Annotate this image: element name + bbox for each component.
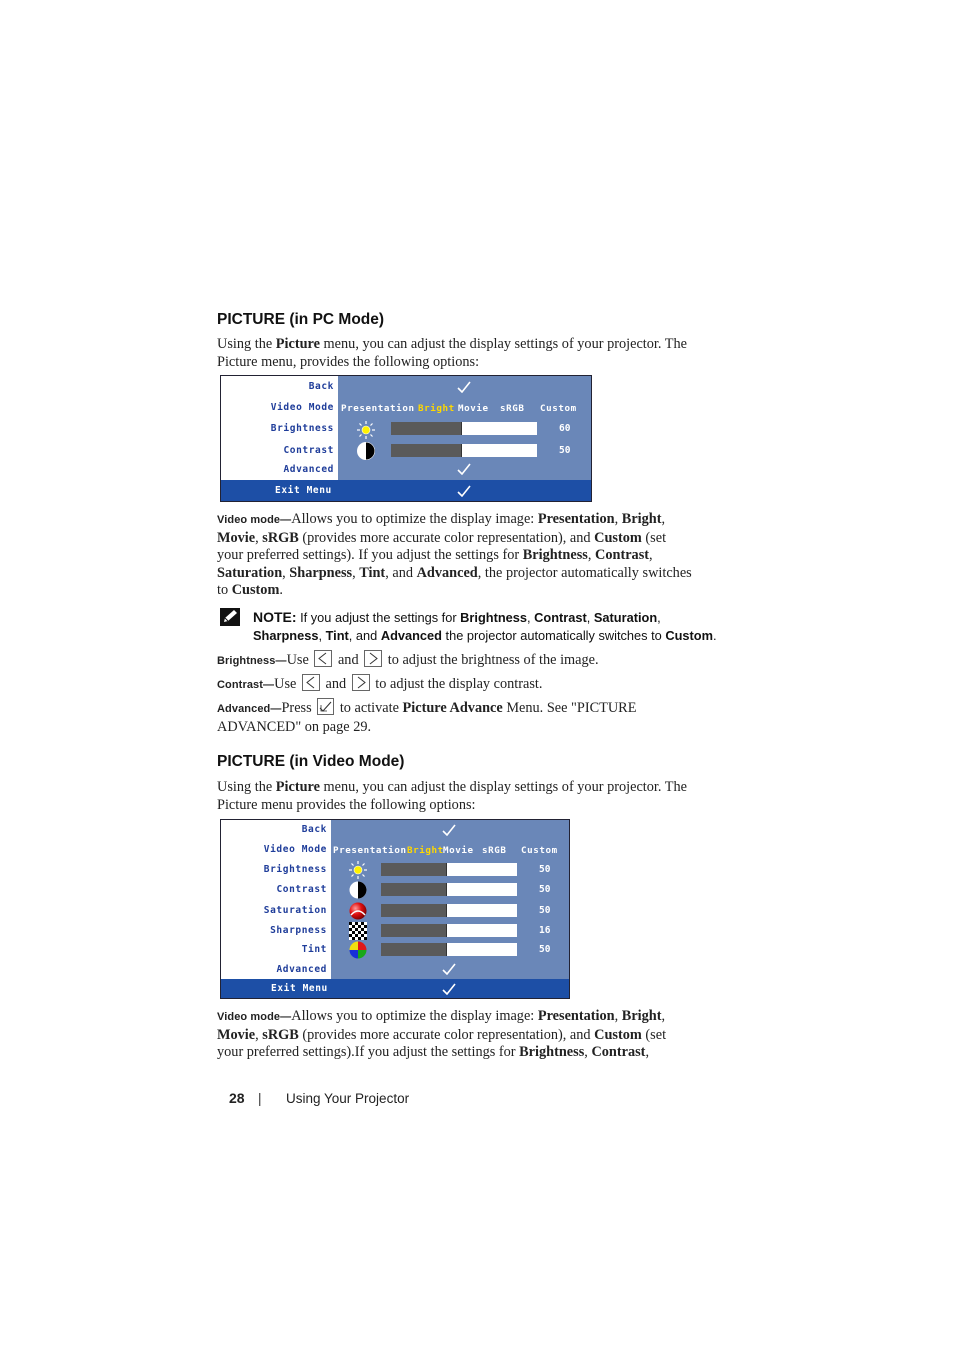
- osd-slider-contrast[interactable]: [391, 444, 537, 457]
- osd-option-bright[interactable]: Bright: [418, 403, 455, 414]
- osd-value-brightness: 60: [559, 423, 571, 434]
- osd-value-tint: 50: [539, 944, 551, 955]
- osd-label-exit-menu[interactable]: Exit Menu: [271, 983, 328, 994]
- osd-slider-contrast[interactable]: [381, 883, 517, 896]
- osd-value-contrast: 50: [559, 445, 571, 456]
- osd-slider-tint[interactable]: [381, 943, 517, 956]
- left-arrow-key-icon: [314, 650, 332, 667]
- right-arrow-key-icon: [352, 674, 370, 691]
- sharpness-checker-icon: [348, 921, 368, 941]
- tint-color-wheel-icon: [348, 940, 368, 960]
- sun-brightness-icon: [356, 420, 376, 440]
- osd-option-movie[interactable]: Movie: [443, 845, 474, 856]
- footer-separator: |: [258, 1091, 262, 1106]
- right-arrow-key-icon: [364, 650, 382, 667]
- osd-value-saturation: 50: [539, 905, 551, 916]
- osd-menu-video-mode: [220, 819, 570, 999]
- osd-option-custom[interactable]: Custom: [540, 403, 577, 414]
- osd-value-sharpness: 16: [539, 925, 551, 936]
- video-mode-paragraph-pc: Video mode—Allows you to optimize the display image: Presentation, Bright, Movie, sRGB (provides more accurate color representation), and Custom (set your preferred settings). If you adjust the settings for Brightness, Contrast, Saturation, Sharpness, Tint, and Advanced, the projector automatically switches to Custom.: [217, 511, 692, 599]
- check-icon: [457, 463, 471, 475]
- video-mode-paragraph-video: Video mode—Allows you to optimize the display image: Presentation, Bright, Movie, sRGB (provides more accurate color representation), and Custom (set your preferred settings).If you adjust the settings for Brightness, Contrast,: [217, 1008, 667, 1061]
- osd-label-tint[interactable]: Tint: [301, 944, 327, 955]
- osd-option-presentation[interactable]: Presentation: [341, 403, 415, 414]
- osd-slider-saturation[interactable]: [381, 904, 517, 917]
- osd-value-brightness: 50: [539, 864, 551, 875]
- osd-slider-sharpness[interactable]: [381, 924, 517, 937]
- check-icon: [442, 963, 456, 975]
- brightness-paragraph: Brightness—Use and to adjust the brightness of the image.: [217, 652, 599, 668]
- osd-label-brightness[interactable]: Brightness: [270, 423, 334, 434]
- osd-label-video-mode[interactable]: Video Mode: [270, 402, 334, 413]
- contrast-paragraph: Contrast—Use and to adjust the display contrast.: [217, 676, 543, 692]
- osd-option-srgb[interactable]: sRGB: [500, 403, 525, 414]
- check-icon: [457, 485, 471, 497]
- osd-label-video-mode[interactable]: Video Mode: [263, 844, 327, 855]
- contrast-half-circle-icon: [356, 441, 376, 461]
- note-block: NOTE: If you adjust the settings for Brightness, Contrast, Saturation, Sharpness, Tint, and Advanced the projector automatically switches to Custom.: [253, 609, 717, 643]
- osd-label-advanced[interactable]: Advanced: [283, 464, 334, 475]
- section-title-pc-mode: PICTURE (in PC Mode): [217, 311, 385, 328]
- osd-option-presentation[interactable]: Presentation: [333, 845, 407, 856]
- check-icon: [442, 824, 456, 836]
- osd-label-advanced[interactable]: Advanced: [276, 964, 327, 975]
- osd-label-contrast[interactable]: Contrast: [283, 445, 334, 456]
- saturation-ball-icon: [348, 901, 368, 921]
- contrast-half-circle-icon: [348, 880, 368, 900]
- advanced-paragraph: Advanced—Press to activate Picture Advance Menu. See "PICTURE ADVANCED" on page 29.: [217, 700, 637, 735]
- osd-label-saturation[interactable]: Saturation: [263, 905, 327, 916]
- osd-option-bright[interactable]: Bright: [407, 845, 444, 856]
- enter-key-icon: [317, 698, 334, 715]
- osd-label-exit-menu[interactable]: Exit Menu: [275, 485, 332, 496]
- check-icon: [457, 381, 471, 393]
- osd-label-back[interactable]: Back: [308, 381, 334, 392]
- sun-brightness-icon: [348, 860, 368, 880]
- osd-menu-pc-mode: [220, 375, 592, 502]
- osd-label-brightness[interactable]: Brightness: [263, 864, 327, 875]
- intro-paragraph-video: Using the Picture menu, you can adjust the display settings of your projector. The Picture menu provides the following options:: [217, 779, 687, 813]
- page-number: 28: [229, 1090, 245, 1106]
- osd-option-srgb[interactable]: sRGB: [482, 845, 507, 856]
- check-icon: [442, 983, 456, 995]
- left-arrow-key-icon: [302, 674, 320, 691]
- osd-value-contrast: 50: [539, 884, 551, 895]
- osd-label-contrast[interactable]: Contrast: [276, 884, 327, 895]
- osd-label-back[interactable]: Back: [301, 824, 327, 835]
- osd-option-movie[interactable]: Movie: [458, 403, 489, 414]
- section-title-video-mode: PICTURE (in Video Mode): [217, 753, 405, 770]
- osd-label-sharpness[interactable]: Sharpness: [270, 925, 327, 936]
- note-pencil-icon: [219, 607, 241, 627]
- osd-slider-brightness[interactable]: [381, 863, 517, 876]
- osd-slider-brightness[interactable]: [391, 422, 537, 435]
- intro-paragraph-pc: Using the Picture menu, you can adjust the display settings of your projector. The Picture menu, provides the following options:: [217, 336, 687, 370]
- footer-title: Using Your Projector: [286, 1091, 410, 1106]
- osd-option-custom[interactable]: Custom: [521, 845, 558, 856]
